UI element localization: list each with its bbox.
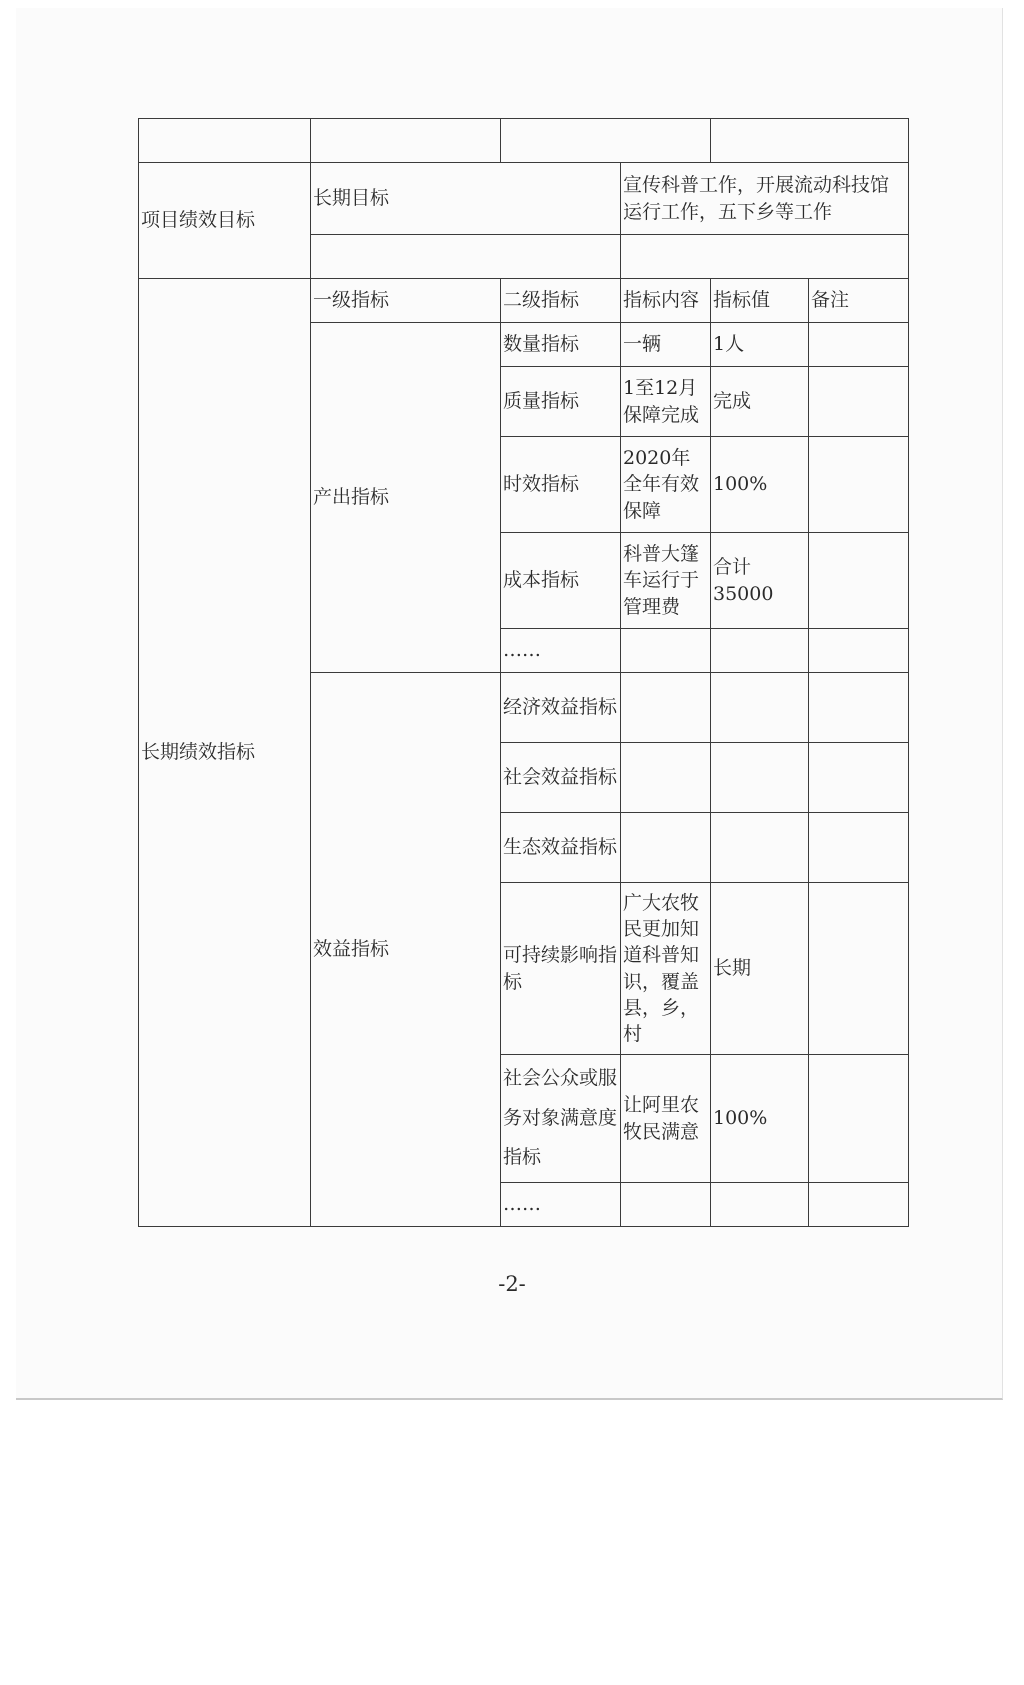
performance-table (138, 118, 909, 1227)
blank-cell (501, 119, 711, 163)
long-term-goal-label: 长期目标 (311, 163, 621, 235)
indicator-content (621, 629, 711, 673)
blank-cell (311, 119, 501, 163)
indicator-value: 完成 (711, 367, 809, 437)
indicator-note (809, 883, 909, 1055)
indicator-value: 1人 (711, 323, 809, 367)
output-indicator-label: 产出指标 (311, 323, 501, 673)
indicator-value: 100% (711, 437, 809, 533)
indicator-content (621, 813, 711, 883)
indicator-name: 时效指标 (501, 437, 621, 533)
table-header-row (139, 279, 909, 323)
header-note: 备注 (809, 279, 909, 323)
indicator-name: 数量指标 (501, 323, 621, 367)
indicator-note (809, 533, 909, 629)
indicator-content: 广大农牧民更加知道科普知识，覆盖县，乡，村 (621, 883, 711, 1055)
indicator-value (711, 1183, 809, 1227)
indicator-note (809, 1055, 909, 1183)
indicator-name: …… (501, 629, 621, 673)
indicator-note (809, 437, 909, 533)
indicator-section-label: 长期绩效指标 (139, 279, 311, 1227)
page-number: -2- (498, 1272, 526, 1296)
indicator-content: 2020年全年有效保障 (621, 437, 711, 533)
indicator-value: 长期 (711, 883, 809, 1055)
indicator-name: 经济效益指标 (501, 673, 621, 743)
indicator-note (809, 367, 909, 437)
indicator-name: 社会公众或服务对象满意度指标 (501, 1055, 621, 1183)
indicator-content (621, 673, 711, 743)
indicator-value (711, 629, 809, 673)
blank-top-row (139, 119, 909, 163)
indicator-note (809, 629, 909, 673)
indicator-name: 质量指标 (501, 367, 621, 437)
goal-section-label: 项目绩效目标 (139, 163, 311, 279)
indicator-value (711, 743, 809, 813)
long-term-goal-value: 宣传科普工作，开展流动科技馆运行工作，五下乡等工作 (621, 163, 909, 235)
indicator-value (711, 673, 809, 743)
indicator-note (809, 1183, 909, 1227)
blank-cell (311, 235, 621, 279)
header-level1: 一级指标 (311, 279, 501, 323)
indicator-note (809, 323, 909, 367)
indicator-note (809, 813, 909, 883)
indicator-content: 科普大篷车运行于管理费 (621, 533, 711, 629)
indicator-value (711, 813, 809, 883)
indicator-name: 成本指标 (501, 533, 621, 629)
indicator-content: 让阿里农牧民满意 (621, 1055, 711, 1183)
benefit-indicator-label: 效益指标 (311, 673, 501, 1227)
indicator-note (809, 743, 909, 813)
indicator-value: 100% (711, 1055, 809, 1183)
header-content: 指标内容 (621, 279, 711, 323)
blank-cell (139, 119, 311, 163)
indicator-name: 生态效益指标 (501, 813, 621, 883)
indicator-name: …… (501, 1183, 621, 1227)
indicator-name: 可持续影响指标 (501, 883, 621, 1055)
blank-cell (711, 119, 909, 163)
indicator-note (809, 673, 909, 743)
indicator-content: 1至12月保障完成 (621, 367, 711, 437)
blank-cell (621, 235, 909, 279)
indicator-value: 合计35000 (711, 533, 809, 629)
header-value: 指标值 (711, 279, 809, 323)
header-level2: 二级指标 (501, 279, 621, 323)
indicator-content: 一辆 (621, 323, 711, 367)
indicator-name: 社会效益指标 (501, 743, 621, 813)
indicator-content (621, 743, 711, 813)
indicator-content (621, 1183, 711, 1227)
